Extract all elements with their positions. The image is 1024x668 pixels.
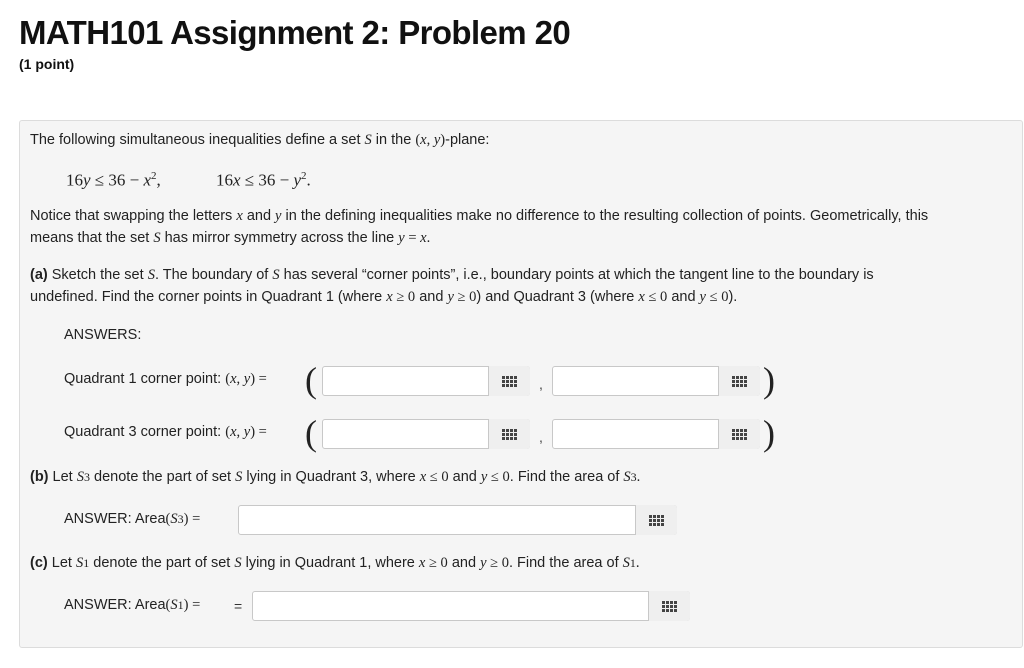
q3-x-palette-button[interactable] xyxy=(488,419,530,449)
point-value: (1 point) xyxy=(19,56,75,72)
q3-label: Quadrant 3 corner point: (x, y) = xyxy=(64,424,267,440)
intro-line: The following simultaneous inequalities define a set S in the (x, y)-plane: xyxy=(30,132,490,148)
notice-line-2: means that the set S has mirror symmetry across the line y = x. xyxy=(30,230,431,246)
comma: , xyxy=(539,376,543,392)
q1-label: Quadrant 1 corner point: (x, y) = xyxy=(64,371,267,387)
answer-c-label: ANSWER: Area(S1) = xyxy=(64,597,201,613)
grid-icon xyxy=(732,429,747,440)
q1-y-palette-button[interactable] xyxy=(718,366,760,396)
grid-icon xyxy=(502,429,517,440)
grid-icon xyxy=(732,376,747,387)
close-paren: ) xyxy=(763,360,775,400)
area-s1-input[interactable] xyxy=(252,591,690,621)
open-paren: ( xyxy=(305,360,317,400)
close-paren: ) xyxy=(763,413,775,453)
page-title: MATH101 Assignment 2: Problem 20 xyxy=(19,14,571,51)
notice-line-1: Notice that swapping the letters x and y in the defining inequalities make no difference to the resulting collection of points. Geometrically, this xyxy=(30,208,929,224)
q1-x-palette-button[interactable] xyxy=(488,366,530,396)
open-paren: ( xyxy=(305,413,317,453)
grid-icon xyxy=(662,601,677,612)
grid-icon xyxy=(502,376,517,387)
part-c-line: (c) Let S1 denote the part of set S lying in Quadrant 1, where x ≥ 0 and y ≥ 0. Find the area of S1. xyxy=(30,555,640,571)
area-s3-palette-button[interactable] xyxy=(635,505,677,535)
answers-label: ANSWERS: xyxy=(64,327,142,343)
comma: , xyxy=(539,429,543,445)
part-b-line: (b) Let S3 denote the part of set S lying in Quadrant 3, where x ≤ 0 and y ≤ 0. Find the area of S3. xyxy=(30,469,641,485)
q3-y-palette-button[interactable] xyxy=(718,419,760,449)
answer-b-label: ANSWER: Area(S3) = xyxy=(64,511,201,527)
inequality-1: $16y \le 36 - x^2$, xyxy=(66,170,161,190)
part-a-line-2: undefined. Find the corner points in Quadrant 1 (where x ≥ 0 and y ≥ 0) and Quadrant 3 (where x ≤ 0 and y ≤ 0). xyxy=(30,289,738,305)
inequality-2: $16x \le 36 - y^2$. xyxy=(216,170,311,190)
area-s3-input[interactable] xyxy=(238,505,677,535)
grid-icon xyxy=(649,515,664,526)
area-s1-palette-button[interactable] xyxy=(648,591,690,621)
equals-sign: = xyxy=(234,598,243,614)
part-a-line-1: (a) Sketch the set S. The boundary of S has several “corner points”, i.e., boundary points at which the tangent line to the boundary is xyxy=(30,267,874,283)
